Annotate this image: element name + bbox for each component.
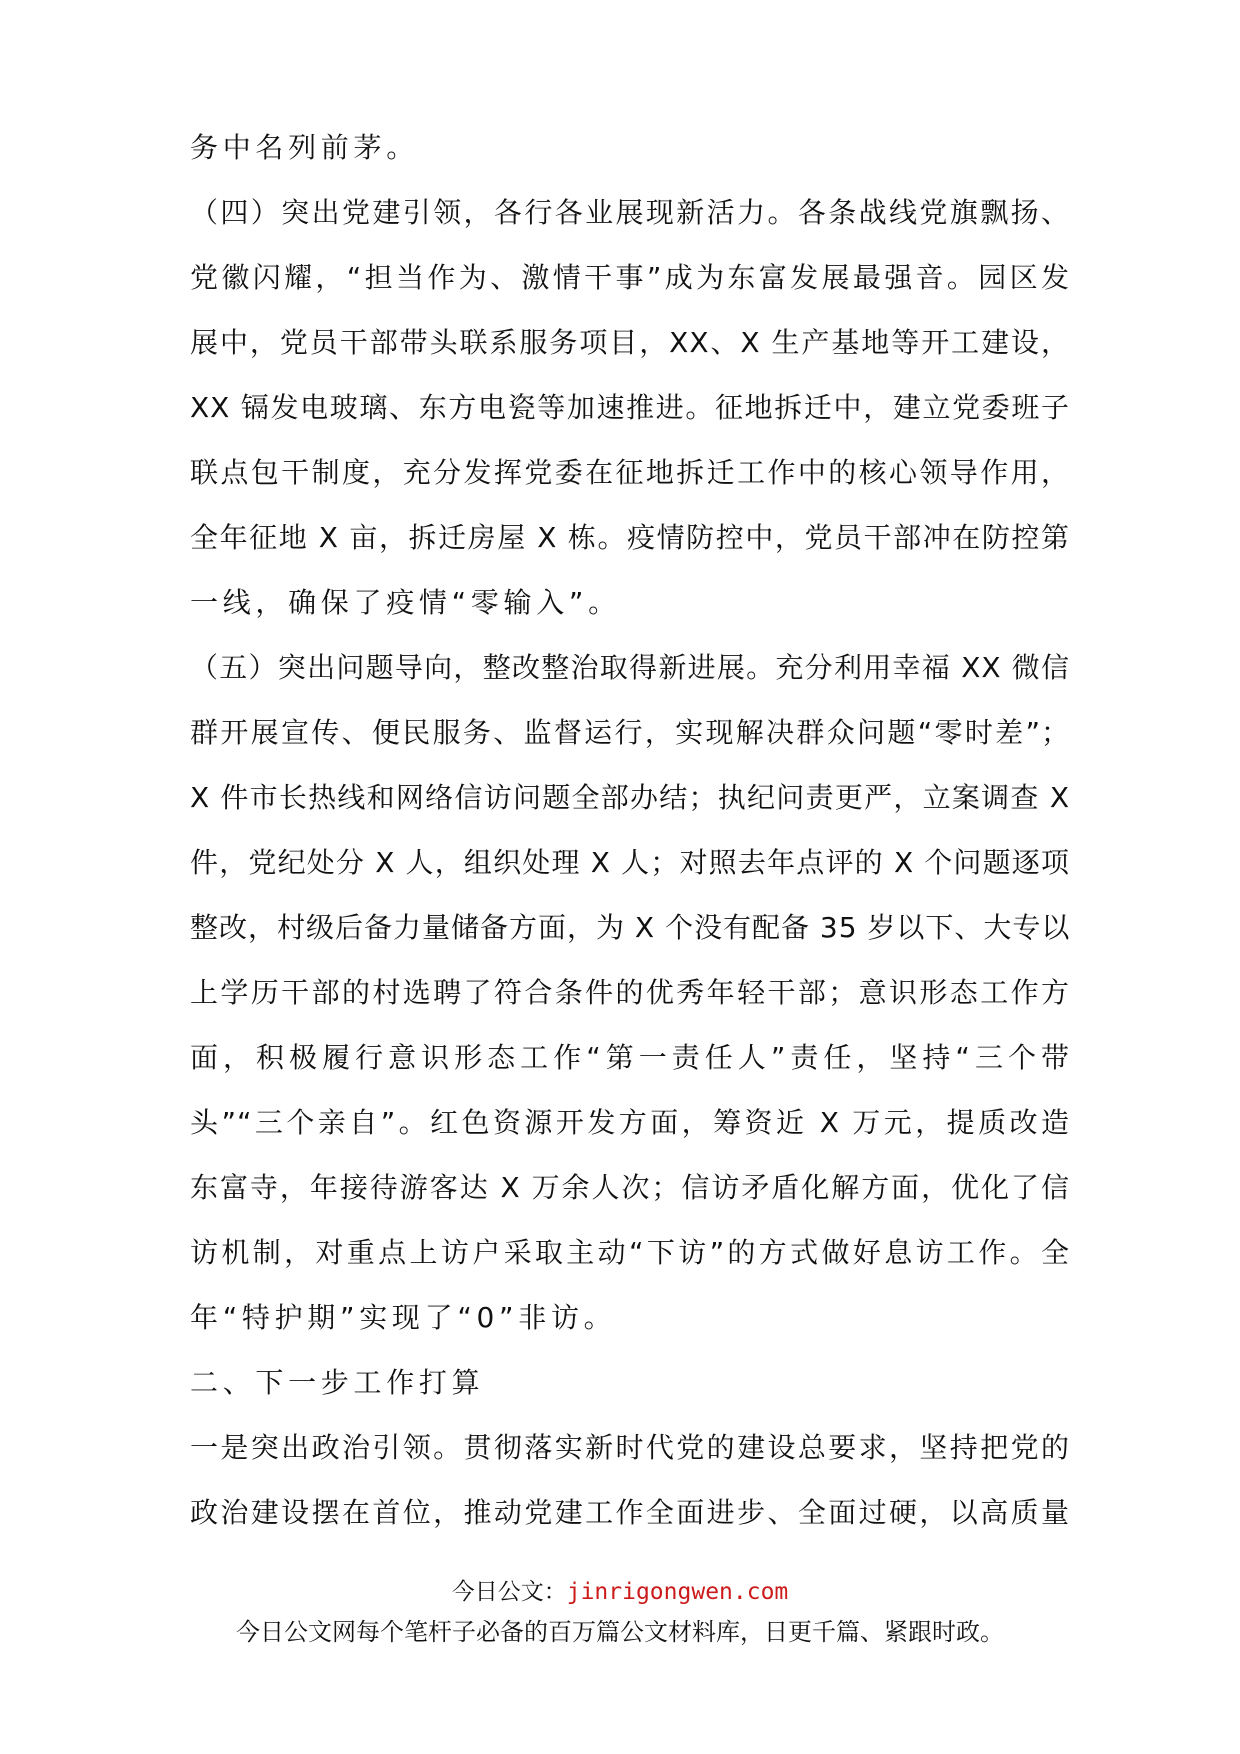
section-heading: 二、下一步工作打算 [190, 1366, 485, 1399]
paragraph-line: 面，积极履行意识形态工作“第一责任人”责任，坚持“三个带 [190, 1041, 1070, 1074]
paragraph-line: 一是突出政治引领。贯彻落实新时代党的建设总要求，坚持把党的 [190, 1431, 1070, 1464]
paragraph-line: （四）突出党建引领，各行各业展现新活力。各条战线党旗飘扬、 [190, 196, 1070, 229]
footer-site-label: 今日公文： [451, 1579, 567, 1605]
paragraph-line: 务中名列前茅。 [190, 131, 419, 164]
paragraph-line: 年“特护期”实现了“0”非访。 [190, 1301, 617, 1334]
paragraph-line: 党徽闪耀，“担当作为、激情干事”成为东富发展最强音。园区发 [190, 261, 1070, 294]
paragraph-line: 访机制，对重点上访户采取主动“下访”的方式做好息访工作。全 [190, 1236, 1070, 1269]
paragraph-line: 政治建设摆在首位，推动党建工作全面进步、全面过硬，以高质量 [190, 1496, 1070, 1529]
paragraph-line: （五）突出问题导向，整改整治取得新进展。充分利用幸福 XX 微信 [190, 651, 1070, 684]
footer-site-line [0, 1577, 1240, 1607]
paragraph-line: 上学历干部的村选聘了符合条件的优秀年轻干部；意识形态工作方 [190, 976, 1070, 1009]
footer-site-link[interactable]: jinrigongwen.com [566, 1579, 789, 1605]
paragraph-line: 整改，村级后备力量储备方面，为 X 个没有配备 35 岁以下、大专以 [190, 911, 1071, 944]
paragraph-line: 群开展宣传、便民服务、监督运行，实现解决群众问题“零时差”； [190, 716, 1070, 749]
paragraph-line: 东富寺，年接待游客达 X 万余人次；信访矛盾化解方面，优化了信 [190, 1171, 1070, 1204]
paragraph-line: 件，党纪处分 X 人，组织处理 X 人；对照去年点评的 X 个问题逐项 [190, 846, 1070, 879]
document-body [190, 130, 1070, 1560]
footer-slogan: 今日公文网每个笔杆子必备的百万篇公文材料库，日更千篇、紧跟时政。 [236, 1618, 1004, 1646]
paragraph-line: 全年征地 X 亩，拆迁房屋 X 栋。疫情防控中，党员干部冲在防控第 [190, 521, 1070, 554]
paragraph-line: 一线，确保了疫情“零输入”。 [190, 586, 621, 619]
paragraph-line: X 件市长热线和网络信访问题全部办结；执纪问责更严，立案调查 X [190, 781, 1070, 814]
paragraph-line: 联点包干制度，充分发挥党委在征地拆迁工作中的核心领导作用， [190, 456, 1070, 489]
paragraph-line: XX 镉发电玻璃、东方电瓷等加速推进。征地拆迁中，建立党委班子 [190, 391, 1070, 424]
paragraph-line: 展中，党员干部带头联系服务项目，XX、X 生产基地等开工建设， [190, 326, 1070, 359]
paragraph-line: 头”“三个亲自”。红色资源开发方面，筹资近 X 万元，提质改造 [190, 1106, 1070, 1139]
